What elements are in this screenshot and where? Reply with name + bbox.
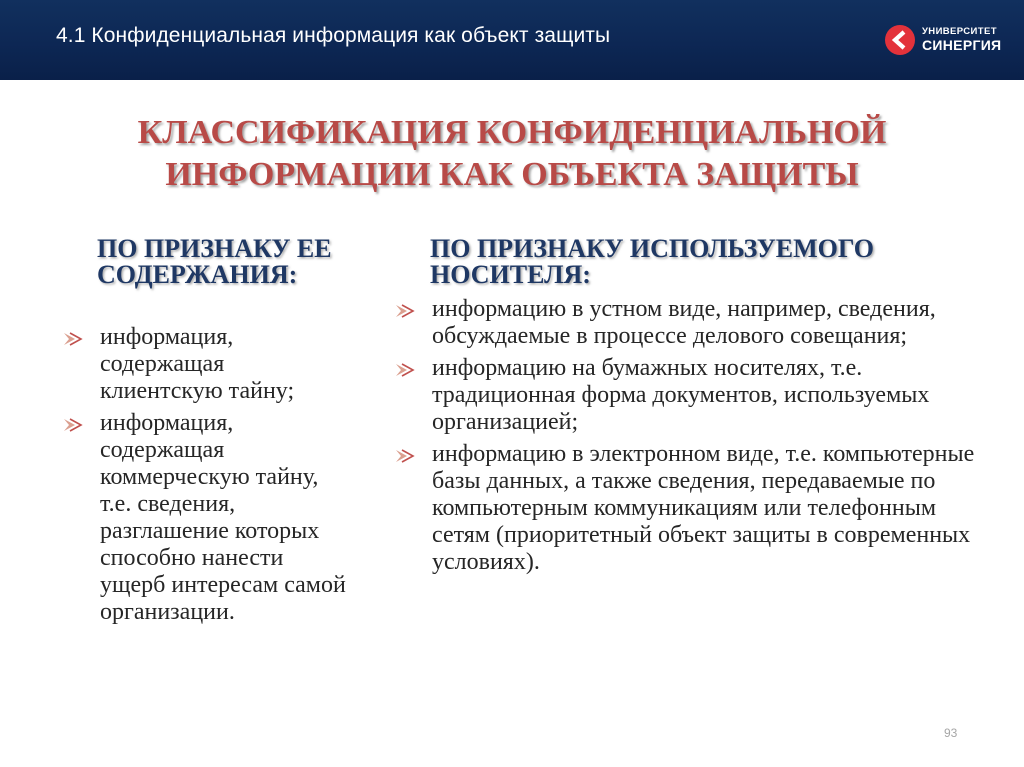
- page-number: 93: [944, 726, 958, 740]
- list-item: [394, 441, 994, 576]
- list-item: [394, 296, 994, 350]
- slide-title-line2: ИНФОРМАЦИИ КАК ОБЪЕКТА ЗАЩИТЫ: [165, 156, 859, 193]
- list-item: [394, 355, 994, 436]
- arrow-bullet-icon: [62, 331, 84, 347]
- left-column-heading: ПО ПРИЗНАКУ ЕЕ СОДЕРЖАНИЯ:: [97, 234, 332, 289]
- arrow-bullet-icon: [394, 448, 416, 464]
- university-logo: [884, 22, 1004, 58]
- list-item-text: информация, содержащая коммерческую тайну, т.е. сведения, разглашение которых способно нанести ущерб интересам самой организации.: [100, 410, 346, 625]
- arrow-bullet-icon: [394, 362, 416, 378]
- slide-title: [0, 112, 1024, 196]
- arrow-bullet-icon: [62, 417, 84, 433]
- list-item: [62, 324, 352, 405]
- slide-header: [0, 0, 1024, 80]
- arrow-bullet-icon: [394, 303, 416, 319]
- list-item: [62, 410, 352, 626]
- list-item-text: информацию на бумажных носителях, т.е. традиционная форма документов, используемых организацией;: [432, 355, 930, 435]
- right-column-heading: ПО ПРИЗНАКУ ИСПОЛЬЗУЕМОГО НОСИТЕЛЯ:: [430, 234, 875, 289]
- logo-line2: СИНЕРГИЯ: [922, 37, 1002, 53]
- header-title: 4.1 Конфиденциальная информация как объект защиты: [56, 24, 611, 47]
- list-item-text: информацию в устном виде, например, сведения, обсуждаемые в процессе делового совещания;: [432, 296, 936, 349]
- synergy-logo-icon: [884, 24, 916, 56]
- list-item-text: информацию в электронном виде, т.е. компьютерные базы данных, а также сведения, передаваемые по компьютерным коммуникациям или телефонным сетям (приоритетный объект защиты в современных условиях).: [432, 441, 975, 575]
- list-item-text: информация, содержащая клиентскую тайну;: [100, 324, 295, 404]
- left-column-list: [62, 324, 352, 631]
- slide-title-line1: КЛАССИФИКАЦИЯ КОНФИДЕНЦИАЛЬНОЙ: [137, 114, 887, 151]
- right-column-list: [394, 296, 994, 581]
- logo-line1: УНИВЕРСИТЕТ: [922, 26, 997, 37]
